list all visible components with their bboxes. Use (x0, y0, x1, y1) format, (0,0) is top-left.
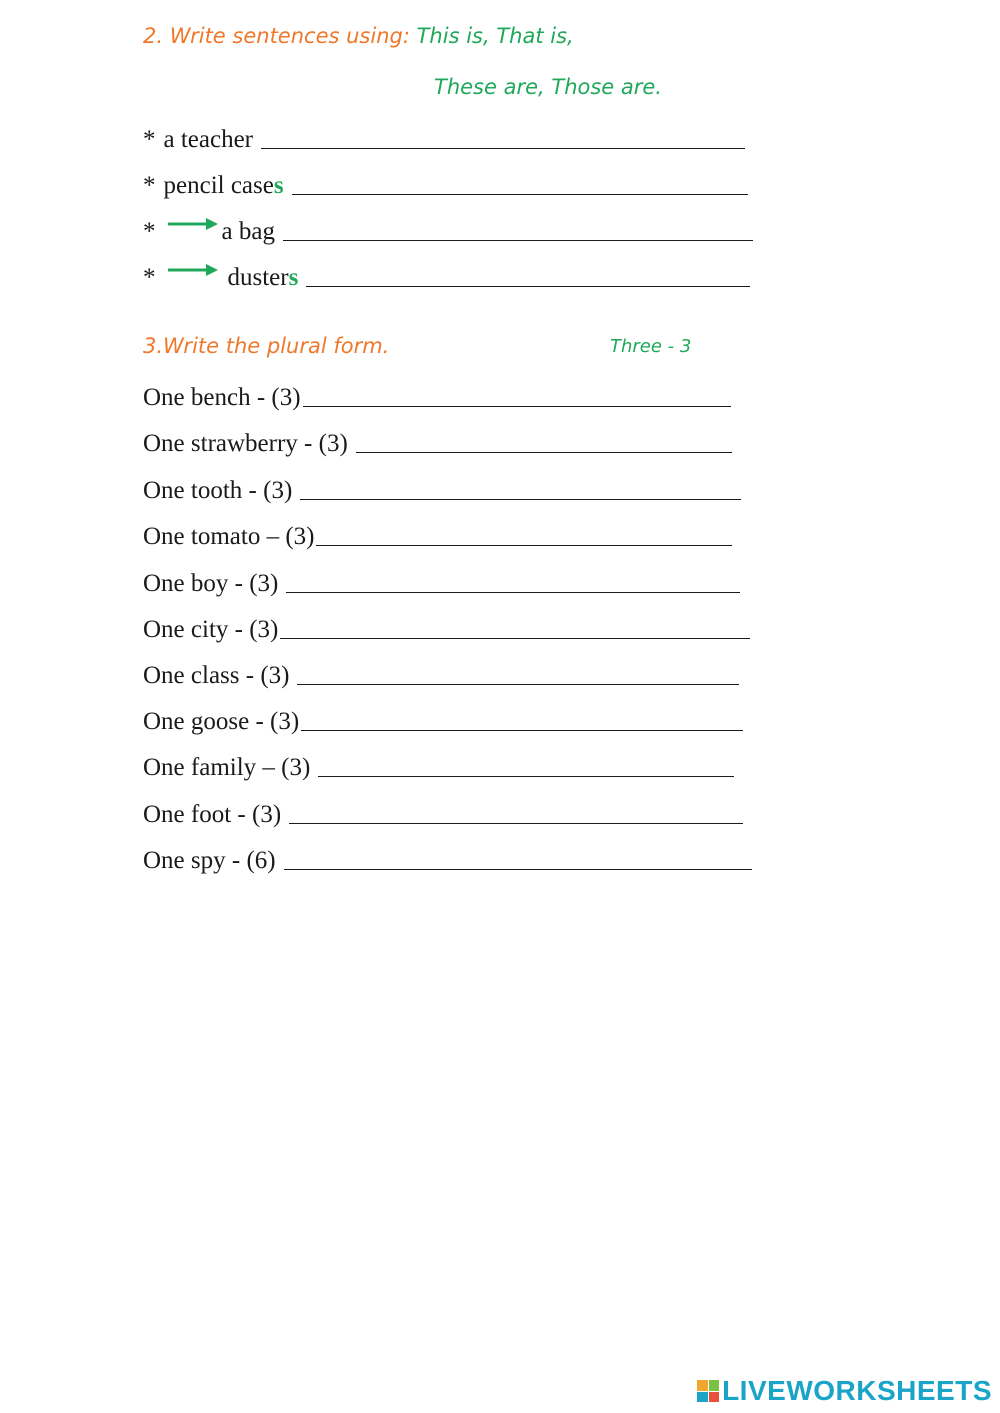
plural-suffix: s (273, 172, 284, 199)
plural-prompt: One tooth - (3) (143, 477, 293, 504)
bullet-star: * (143, 264, 156, 291)
sentence-prompt: a teacher (163, 126, 254, 153)
plural-row (143, 658, 739, 690)
plural-prompt: One spy - (6) (143, 847, 276, 874)
sentence-prompt: a bag (221, 218, 275, 245)
section-2-instruction: 2. Write sentences using: (143, 24, 410, 48)
plural-row (143, 473, 741, 505)
plural-row (143, 843, 752, 875)
answer-line[interactable] (356, 452, 732, 453)
plural-prompt: One class - (3) (143, 662, 290, 689)
answer-line[interactable] (316, 545, 732, 546)
plural-row (143, 797, 743, 829)
plural-row (143, 519, 732, 551)
plural-prompt: One goose - (3) (143, 708, 300, 735)
answer-line[interactable] (306, 286, 750, 287)
right-arrow-icon (168, 256, 218, 284)
plural-prompt: One city - (3) (143, 616, 279, 643)
answer-line[interactable] (289, 823, 743, 824)
answer-line[interactable] (301, 730, 743, 731)
liveworksheets-logo (697, 1375, 992, 1407)
plural-row (143, 612, 750, 644)
answer-line[interactable] (292, 194, 748, 195)
answer-line[interactable] (286, 592, 740, 593)
plural-row (143, 380, 731, 412)
plural-suffix: s (288, 264, 299, 291)
logo-text: LIVEWORKSHEETS (722, 1375, 992, 1406)
answer-line[interactable] (284, 869, 752, 870)
plural-prompt: One strawberry - (3) (143, 430, 348, 457)
sentence-row (143, 214, 753, 246)
section-2-title (143, 24, 574, 48)
sentence-row (143, 122, 745, 154)
logo-mark-icon (697, 1380, 719, 1402)
plural-row (143, 704, 743, 736)
bullet-star: * (143, 126, 156, 153)
plural-prompt: One tomato – (3) (143, 523, 315, 550)
sentence-row (143, 260, 750, 292)
bullet-star: * (143, 218, 156, 245)
answer-line[interactable] (318, 776, 734, 777)
sentence-prompt: duster (227, 264, 289, 291)
plural-row (143, 426, 732, 458)
answer-line[interactable] (297, 684, 739, 685)
section-2-subtitle: These are, Those are. (434, 75, 662, 99)
section-3-title: 3.Write the plural form. (143, 334, 390, 358)
plural-prompt: One boy - (3) (143, 570, 279, 597)
answer-line[interactable] (261, 148, 745, 149)
sentence-row (143, 168, 748, 200)
answer-line[interactable] (283, 240, 753, 241)
answer-line[interactable] (280, 638, 750, 639)
plural-prompt: One family – (3) (143, 754, 311, 781)
section-2-phrases: This is, That is, (416, 24, 574, 48)
right-arrow-icon (168, 210, 218, 238)
answer-line[interactable] (300, 499, 741, 500)
plural-prompt: One foot - (3) (143, 801, 282, 828)
three-note: Three - 3 (610, 336, 692, 357)
plural-row (143, 750, 734, 782)
plural-prompt: One bench - (3) (143, 384, 301, 411)
answer-line[interactable] (303, 406, 731, 407)
plural-row (143, 566, 740, 598)
sentence-prompt: pencil case (163, 172, 274, 199)
bullet-star: * (143, 172, 156, 199)
